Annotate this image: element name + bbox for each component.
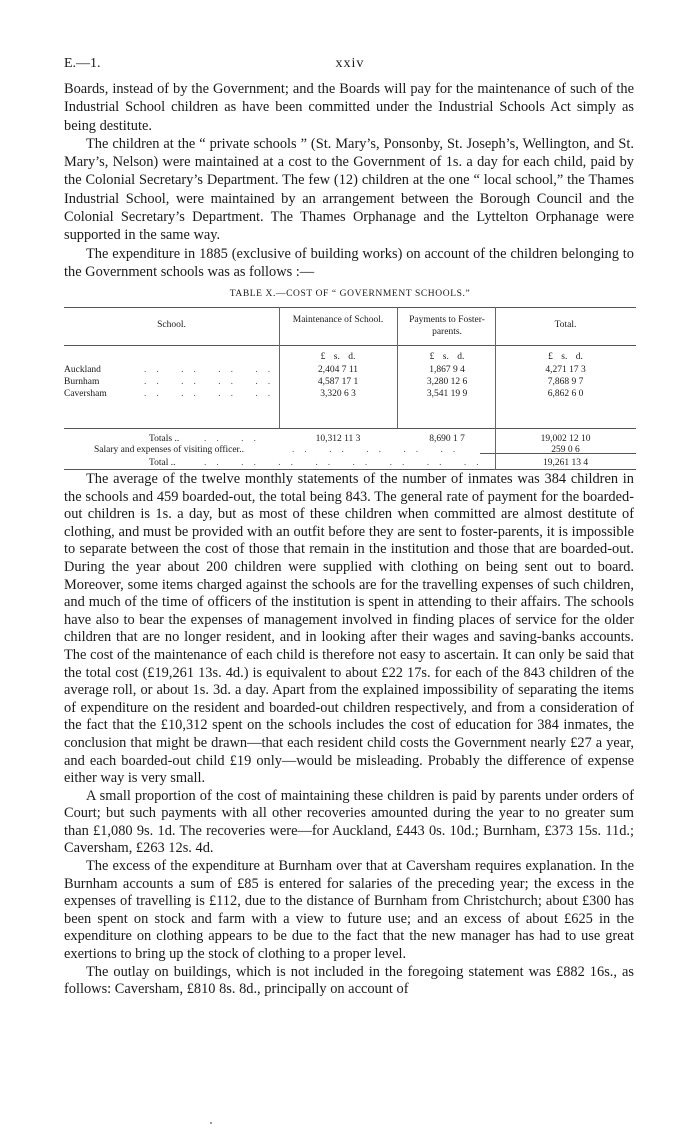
column-header-total: Total. (554, 320, 577, 330)
page-header (64, 56, 636, 76)
leader-dots: .. .. .. .. (144, 389, 281, 399)
units-label: £ s. d. (320, 352, 356, 362)
leader-dots: .. .. .. .. .. .. .. .. (204, 458, 489, 468)
document-reference: E.—1. (64, 56, 101, 71)
paragraph: The expenditure in 1885 (exclusive of building works) on account of the children belonging to the Government schools was as follows :— (64, 245, 634, 280)
salary-label: Salary and expenses of visiting officer.. (94, 445, 244, 455)
paragraph: A small proportion of the cost of maintaining these children is paid by parents under orders of Court; but such payments with all other recoveries amounted during the year to no greater sum than £1,080 9s. 1d. The recoveries were—for Auckland, £443 0s. 10d.; Burnham, £373 15s. 11d.; Caversham, £263 12s. 4d. (64, 787, 634, 857)
row-school-name: Auckland (64, 365, 101, 375)
row-total: 7,868 9 7 (547, 377, 584, 387)
intro-text (64, 80, 634, 281)
totals-maintenance: 10,312 11 3 (315, 434, 361, 444)
column-header-school: School. (157, 320, 186, 330)
table-title: TABLE X.—COST OF “ GOVERNMENT SCHOOLS.” (229, 289, 471, 299)
page-number: xxiv (335, 56, 365, 71)
leader-dots: .. .. .. .. (144, 377, 281, 387)
leader-dots: .. .. .. .. .. (292, 445, 466, 455)
row-total: 6,862 6 0 (547, 389, 584, 399)
row-maintenance: 2,404 7 11 (317, 365, 359, 375)
totals-label: Totals .. (149, 434, 180, 444)
row-payments: 1,867 9 4 (429, 365, 465, 375)
paragraph: The outlay on buildings, which is not included in the foregoing statement was £882 16s., as follows: Caversham, £810 8s. 8d., principally on account of (64, 963, 634, 998)
row-total: 4,271 17 3 (545, 365, 586, 375)
row-maintenance: 4,587 17 1 (317, 377, 359, 387)
column-header-payments: Payments to Foster-parents. (409, 315, 485, 337)
row-maintenance: 3,320 6 3 (320, 389, 356, 399)
print-speck (210, 1122, 212, 1124)
leader-dots: .. .. .. .. (144, 365, 281, 375)
paragraph: The children at the “ private schools ” (St. Mary’s, Ponsonby, St. Joseph’s, Wellington, and St. Mary’s, Nelson) were maintained at a cost to the Government of 1s. a day for each child, paid by the Colonial Secretary’s Department. The few (12) children at the one “ local school,” the Thames Industrial School, were maintained by an arrangement between the Borough Council and the Colonial Secretary’s Department. The Thames Orphanage and the Lyttelton Orphanage were supported in the same way. (64, 135, 634, 244)
column-header-maintenance: Maintenance of School. (292, 315, 384, 325)
table-column-divider (397, 307, 398, 428)
row-payments: 3,280 12 6 (426, 377, 468, 387)
units-label: £ s. d. (429, 352, 465, 362)
table-rule (64, 307, 636, 308)
row-school-name: Caversham (64, 389, 107, 399)
totals-total: 19,002 12 10 (540, 434, 591, 444)
leader-dots: .. .. (204, 434, 266, 444)
row-payments: 3,541 19 9 (426, 389, 468, 399)
paragraph: The excess of the expenditure at Burnham over that at Caversham requires explanation. In the Burnham accounts a sum of £85 is entered for salaries of the preceding year; the excess in the expenses of travelling is £112, due to the distance of Burnham from Christchurch; about £300 has been spent on stock and farm with a view to future use; and an excess of about £625 in the expenditure on clothing appears to be due to the fact that the new manager has had to use great exertions to bring up the stock of clothing to a proper level. (64, 858, 634, 963)
table-rule (64, 345, 636, 346)
totals-payments: 8,690 1 7 (429, 434, 465, 444)
units-label: £ s. d. (548, 352, 583, 362)
row-school-name: Burnham (64, 377, 100, 387)
body-text (64, 471, 634, 999)
paragraph: Boards, instead of by the Government; and the Boards will pay for the maintenance of such of the Industrial School children as have been committed under the Industrial Schools Act simply as being destitute. (64, 81, 634, 134)
grand-total-value: 19,261 13 4 (542, 458, 589, 468)
salary-total: 259 0 6 (551, 445, 580, 455)
paragraph: The average of the twelve monthly statements of the number of inmates was 384 children in the schools and 459 boarded-out, the total being 843. The general rate of payment for the boarded-out children is 1s. a day, but as most of these children when committed are almost destitute of clothing, and must be provided with an outfit before they are sent to foster-parents, it is impossible to separate between the cost of those that remain in the institution and those that are boarded-out. During the year about 200 children were supplied with clothing on being sent out to board. Moreover, some items charged against the schools are for the travelling expenses of such children, and much of the time of officers of the institution is spent in attending to their affairs. The schools have also to bear the expenses of management involved in finding places of service for the older children that are no longer resident, and in looking after their wages and saving-banks accounts. The cost of the maintenance of each child is therefore not easy to ascertain. It can only be said that the total cost (£19,261 13s. 4d.) is equivalent to about £22 17s. for each of the 843 children of the average roll, or about 1s. 3d. a day. Apart from the explained impossibility of separating the items of expenditure on the resident and boarded-out children respectively, and from a consideration of the fact that the £10,312 spent on the schools includes the cost of education for 384 inmates, the conclusion that might be drawn—that each resident child costs the Government nearly £27 a year, and each boarded-out child £19 only—would be misleading. Probably the difference of expense either way is very small. (64, 471, 634, 787)
grand-total-label: Total .. (149, 458, 176, 468)
table-rule (64, 428, 636, 429)
